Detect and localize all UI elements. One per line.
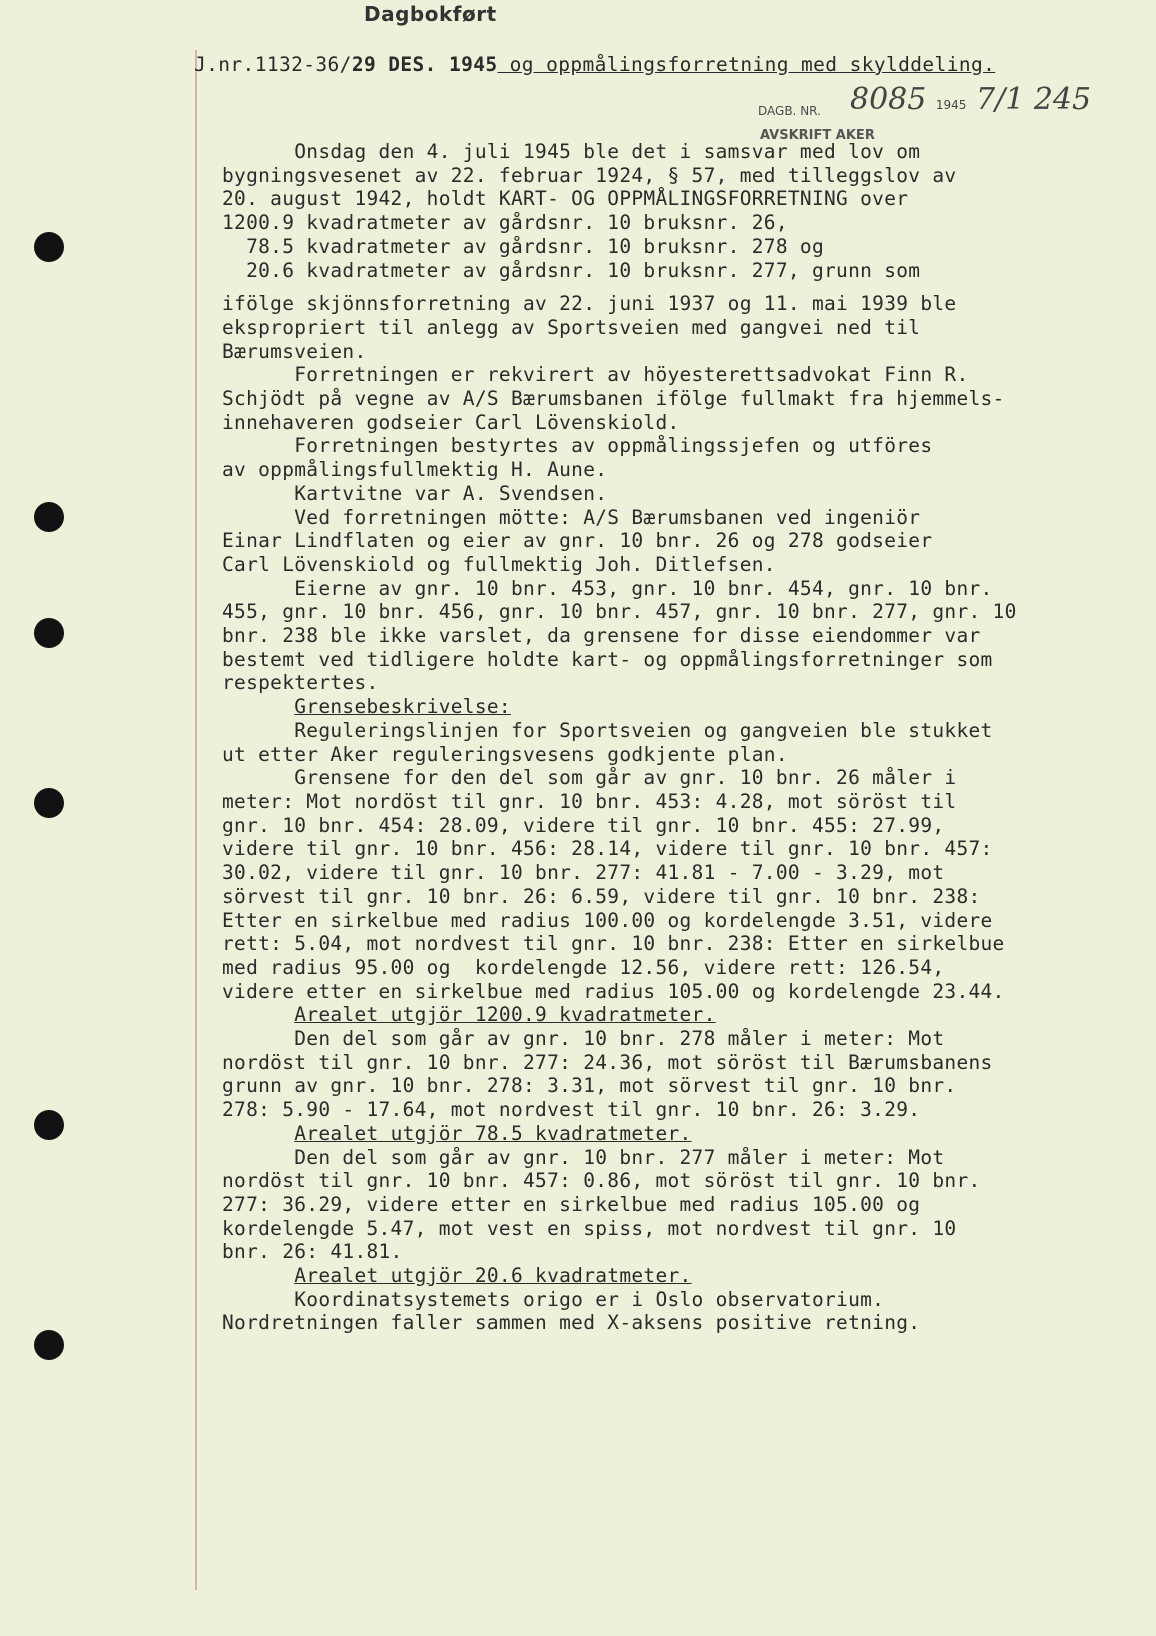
text-line: Arealet utgjör 20.6 kvadratmeter. (294, 1264, 692, 1288)
dagb-nr-label: DAGB. NR. (758, 104, 821, 118)
punch-hole (34, 618, 64, 648)
text-line: Arealet utgjör 78.5 kvadratmeter. (294, 1121, 692, 1145)
journal-header (194, 53, 1084, 76)
text-line: Eierne av gnr. 10 bnr. 453, gnr. 10 bnr. 454, gnr. 10 bnr. (222, 576, 993, 600)
document-body (222, 140, 1122, 1335)
text-line: bnr. 26: 41.81. (222, 1240, 403, 1264)
text-line: Den del som går av gnr. 10 bnr. 277 måler i meter: Mot (222, 1145, 945, 1169)
text-line: respektertes. (222, 671, 379, 695)
text-line: videre etter en sirkelbue med radius 105.00 og kordelengde 23.44. (222, 979, 1005, 1003)
punch-hole (34, 1330, 64, 1360)
text-line: ekspropriert til anlegg av Sportsveien med gangvei ned til (222, 315, 921, 339)
text-line: Ved forretningen mötte: A/S Bærumsbanen ved ingeniör (222, 505, 921, 529)
text-line: bnr. 238 ble ikke varslet, da grensene for disse eiendommer var (222, 624, 981, 648)
handwritten-annotation: 7/1 245 (976, 82, 1092, 117)
punch-hole (34, 232, 64, 262)
text-line: sörvest til gnr. 10 bnr. 26: 6.59, videre til gnr. 10 bnr. 238: (222, 884, 981, 908)
text-line: rett: 5.04, mot nordvest til gnr. 10 bnr. 238: Etter en sirkelbue (222, 932, 1005, 956)
text-line (222, 282, 1122, 292)
dagb-year: 1945 (935, 98, 967, 112)
text-line: videre til gnr. 10 bnr. 456: 28.14, videre til gnr. 10 bnr. 457: (222, 837, 993, 861)
text-line: Carl Lövenskiold og fullmektig Joh. Ditlefsen. (222, 552, 776, 576)
text-line: Bærumsveien. (222, 339, 367, 363)
text-line: Koordinatsystemets origo er i Oslo observatorium. (222, 1287, 885, 1311)
date-stamp: 29 DES. 1945 (351, 53, 498, 76)
text-line: 20.6 kvadratmeter av gårdsnr. 10 bruksnr. 277, grunn som (222, 258, 921, 282)
text-line: Forretningen er rekvirert av höyesterettsadvokat Finn R. (222, 363, 969, 387)
punch-hole (34, 1110, 64, 1140)
text-line: meter: Mot nordöst til gnr. 10 bnr. 453: 4.28, mot söröst til (222, 789, 957, 813)
text-line: 277: 36.29, videre etter en sirkelbue med radius 105.00 og (222, 1192, 921, 1216)
text-line: innehaveren godseier Carl Lövenskiold. (222, 410, 680, 434)
text-line: Kartvitne var A. Svendsen. (222, 481, 608, 505)
text-line: Schjödt på vegne av A/S Bærumsbanen ifölge fullmakt fra hjemmels- (222, 387, 1005, 411)
text-line: 278: 5.90 - 17.64, mot nordvest til gnr. 10 bnr. 26: 3.29. (222, 1098, 921, 1122)
text-line: 455, gnr. 10 bnr. 456, gnr. 10 bnr. 457, gnr. 10 bnr. 277, gnr. 10 (222, 600, 1017, 624)
text-line: 30.02, videre til gnr. 10 bnr. 277: 41.81 - 7.00 - 3.29, mot (222, 861, 945, 885)
text-line: Nordretningen faller sammen med X-aksens positive retning. (222, 1311, 921, 1335)
text-line: 78.5 kvadratmeter av gårdsnr. 10 bruksnr. 278 og (222, 234, 824, 258)
avskrift-aker-stamp: AVSKRIFT AKER (760, 128, 875, 143)
text-line: Grensebeskrivelse: (294, 695, 511, 719)
text-line: kordelengde 5.47, mot vest en spiss, mot nordvest til gnr. 10 (222, 1216, 957, 1240)
text-line: Arealet utgjör 1200.9 kvadratmeter. (294, 1003, 716, 1027)
text-line: av oppmålingsfullmektig H. Aune. (222, 458, 608, 482)
text-line: Etter en sirkelbue med radius 100.00 og kordelengde 3.51, videre (222, 908, 993, 932)
journal-number: J.nr.1132-36/ (194, 53, 352, 76)
dagbokfort-stamp: Dagbokført (364, 2, 497, 26)
text-line: gnr. 10 bnr. 454: 28.09, videre til gnr. 10 bnr. 455: 27.99, (222, 813, 945, 837)
text-line: Den del som går av gnr. 10 bnr. 278 måler i meter: Mot (222, 1027, 945, 1051)
text-line: Grensene for den del som går av gnr. 10 bnr. 26 måler i (222, 766, 957, 790)
text-line: Einar Lindflaten og eier av gnr. 10 bnr. 26 og 278 godseier (222, 529, 933, 553)
text-line: Forretningen bestyrtes av oppmålingssjefen og utföres (222, 434, 933, 458)
punch-hole (34, 788, 64, 818)
text-line: 20. august 1942, holdt KART- OG OPPMÅLINGSFORRETNING over (222, 187, 909, 211)
text-line: bestemt ved tidligere holdte kart- og oppmålingsforretninger som (222, 647, 993, 671)
text-line: Reguleringslinjen for Sportsveien og gangveien ble stukket (222, 718, 993, 742)
text-line: grunn av gnr. 10 bnr. 278: 3.31, mot sörvest til gnr. 10 bnr. (222, 1074, 957, 1098)
text-line: Onsdag den 4. juli 1945 ble det i samsvar med lov om (222, 140, 921, 163)
text-line: nordöst til gnr. 10 bnr. 457: 0.86, mot söröst til gnr. 10 bnr. (222, 1169, 981, 1193)
text-line: nordöst til gnr. 10 bnr. 277: 24.36, mot söröst til Bærumsbanens (222, 1050, 993, 1074)
text-line: ut etter Aker reguleringsvesens godkjente plan. (222, 742, 788, 766)
text-line: med radius 95.00 og kordelengde 12.56, videre rett: 126.54, (222, 955, 945, 979)
header-title: og oppmålingsforretning med skylddeling. (497, 53, 996, 76)
text-line: bygningsvesenet av 22. februar 1924, § 57, med tilleggslov av (222, 163, 957, 187)
punch-hole (34, 502, 64, 532)
margin-rule (195, 50, 197, 1590)
text-line: ifölge skjönnsforretning av 22. juni 1937 og 11. mai 1939 ble (222, 292, 957, 316)
dagb-nr-stamp (758, 104, 821, 118)
handwritten-dagb-number: 8085 1945 7/1 245 (850, 82, 1092, 117)
text-line: 1200.9 kvadratmeter av gårdsnr. 10 bruksnr. 26, (222, 211, 788, 235)
